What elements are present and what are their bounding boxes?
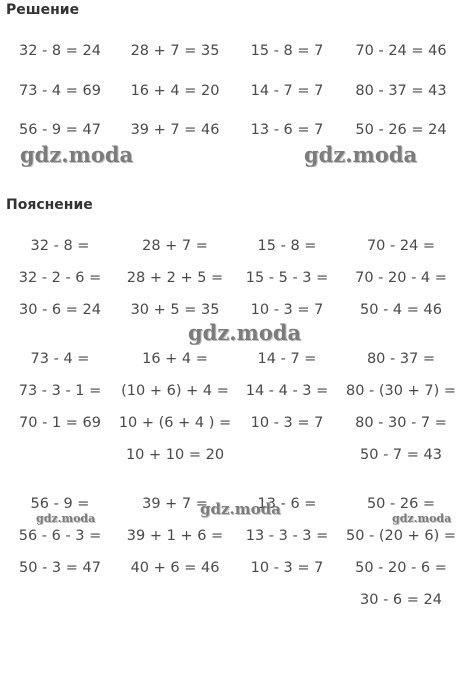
explanation-step: 13 - 3 - 3 = (245, 528, 329, 544)
solution-equation: 73 - 4 = 69 (19, 83, 101, 99)
explanation-step: 28 + 7 = (142, 238, 208, 254)
explanation-step: 28 + 2 + 5 = (126, 270, 224, 286)
explanation-step: 73 - 3 - 1 = (18, 383, 102, 399)
explanation-step: 10 - 3 = 7 (250, 560, 324, 576)
explanation-step: 10 - 3 = 7 (250, 302, 324, 318)
explanation-step: 50 - 3 = 47 (19, 560, 101, 576)
watermark: gdz.moda (392, 512, 452, 525)
watermark: gdz.moda (304, 142, 418, 167)
explanation-step: 14 - 4 - 3 = (245, 383, 329, 399)
explanation-step: 15 - 5 - 3 = (245, 270, 329, 286)
explanation-step: 39 + 1 + 6 = (126, 528, 224, 544)
solution-equation: 70 - 24 = 46 (355, 43, 447, 59)
solution-equation: 50 - 26 = 24 (355, 122, 447, 138)
explanation-step: 50 - (20 + 6) = (345, 528, 457, 544)
solution-equation: 16 + 4 = 20 (130, 83, 220, 99)
explanation-step: 56 - 6 - 3 = (18, 528, 102, 544)
solution-heading: Решение (6, 2, 80, 18)
explanation-step: 10 + 10 = 20 (125, 447, 225, 463)
explanation-step: 39 + 7 = (142, 496, 208, 512)
watermark: gdz.moda (200, 500, 281, 518)
explanation-heading: Пояснение (6, 197, 93, 213)
explanation-step: 13 - 6 = (257, 496, 317, 512)
explanation-step: 56 - 9 = (30, 496, 90, 512)
explanation-step: 50 - 26 = (366, 496, 436, 512)
solution-equation: 56 - 9 = 47 (19, 122, 101, 138)
solution-equation: 28 + 7 = 35 (130, 43, 220, 59)
explanation-step: 10 - 3 = 7 (250, 415, 324, 431)
watermark: gdz.moda (36, 512, 96, 525)
explanation-step: 14 - 7 = (257, 351, 317, 367)
explanation-step: 15 - 8 = (257, 238, 317, 254)
explanation-step: 70 - 20 - 4 = (355, 270, 447, 286)
explanation-step: (10 + 6) + 4 = (121, 383, 229, 399)
explanation-step: 50 - 20 - 6 = (355, 560, 447, 576)
explanation-step: 30 - 6 = 24 (19, 302, 101, 318)
explanation-step: 30 + 5 = 35 (130, 302, 220, 318)
explanation-step: 80 - 37 = (366, 351, 436, 367)
explanation-step: 32 - 2 - 6 = (18, 270, 102, 286)
solution-equation: 15 - 8 = 7 (250, 43, 324, 59)
solution-equation: 14 - 7 = 7 (250, 83, 324, 99)
explanation-step: 50 - 7 = 43 (360, 447, 442, 463)
explanation-step: 70 - 1 = 69 (19, 415, 101, 431)
explanation-step: 40 + 6 = 46 (130, 560, 220, 576)
solution-equation: 32 - 8 = 24 (19, 43, 101, 59)
explanation-step: 70 - 24 = (366, 238, 436, 254)
explanation-step: 50 - 4 = 46 (360, 302, 442, 318)
solution-equation: 13 - 6 = 7 (250, 122, 324, 138)
explanation-step: 73 - 4 = (30, 351, 90, 367)
explanation-step: 80 - (30 + 7) = (345, 383, 457, 399)
explanation-step: 10 + (6 + 4 ) = (118, 415, 232, 431)
explanation-step: 16 + 4 = (142, 351, 208, 367)
watermark: gdz.moda (188, 320, 302, 345)
explanation-step: 32 - 8 = (30, 238, 90, 254)
explanation-step: 80 - 30 - 7 = (355, 415, 447, 431)
explanation-step: 30 - 6 = 24 (360, 592, 442, 608)
solution-equation: 80 - 37 = 43 (355, 83, 447, 99)
solution-equation: 39 + 7 = 46 (130, 122, 220, 138)
watermark: gdz.moda (20, 142, 134, 167)
